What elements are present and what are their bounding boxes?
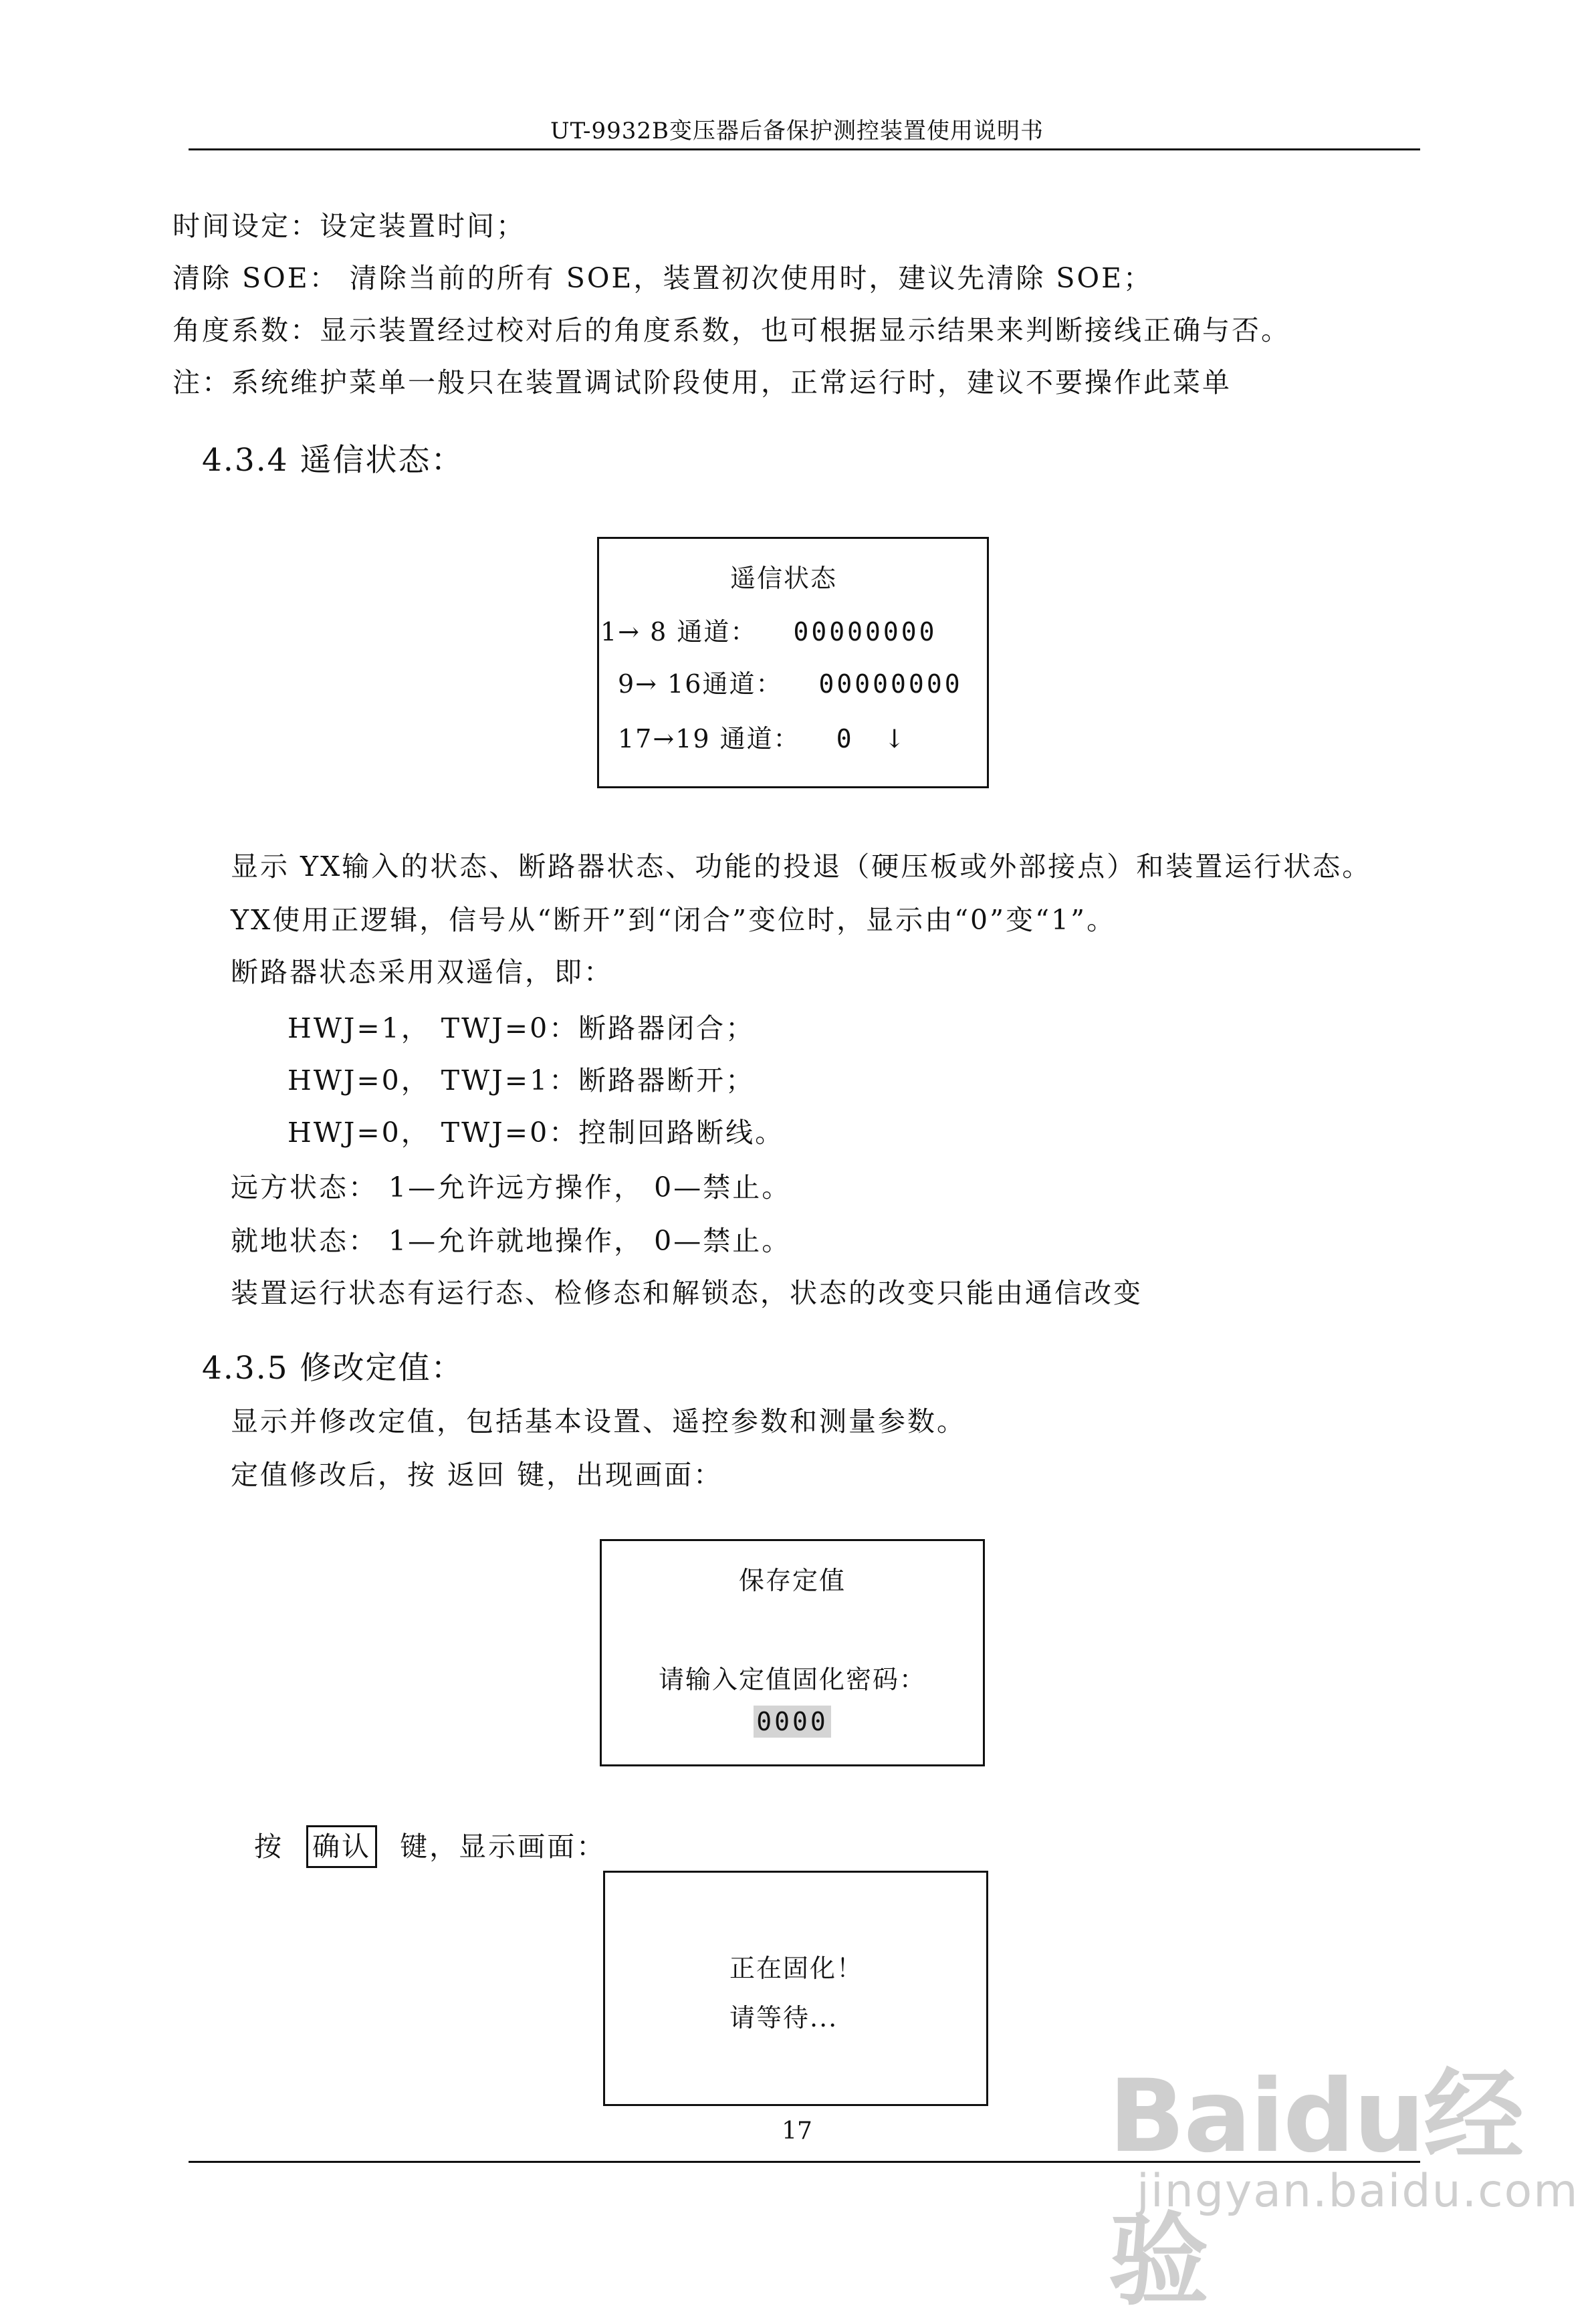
remote-signal-lcd-title: 遥信状态 — [730, 564, 838, 593]
lcd-row-value: 00000000 — [818, 669, 963, 699]
local-state: 就地状态： 1—允许就地操作， 0—禁止。 — [231, 1225, 792, 1257]
page-number: 17 — [782, 2117, 812, 2145]
breaker-dual-signal: 断路器状态采用双遥信，即： — [231, 956, 613, 988]
password-field: 0000 — [754, 1706, 831, 1738]
password-prompt: 请输入定值固化密码： — [658, 1665, 926, 1694]
confirm-key-instruction — [254, 1825, 606, 1868]
lcd-row-value: 0 — [836, 724, 855, 753]
lcd-row-label: 1→ 8 通道： — [600, 617, 758, 647]
lcd-row-channel-1-8 — [600, 611, 937, 648]
please-wait-message: 请等待... — [729, 2003, 838, 2032]
header-rule — [189, 148, 1420, 150]
remote-state: 远方状态： 1—允许远方操作， 0—禁止。 — [231, 1171, 792, 1203]
intro-angle-coefficient: 角度系数：显示装置经过校对后的角度系数，也可根据显示结果来判断接线正确与否。 — [173, 314, 1290, 346]
section-434-heading: 4.3.4 遥信状态： — [202, 442, 464, 479]
document-header-title: UT-9932B变压器后备保护测控装置使用说明书 — [550, 118, 1044, 144]
remote-signal-lcd — [597, 537, 989, 788]
confirm-key: 确认 — [306, 1825, 377, 1868]
lcd-row-label: 9→ 16通道： — [618, 669, 783, 699]
baidu-jingyan-watermark-logo: Baidu经验 — [1109, 2059, 1523, 2319]
confirm-suffix: 键，显示画面： — [400, 1831, 606, 1863]
watermark-url: jingyan.baidu.com — [1137, 2165, 1579, 2218]
breaker-state-open: HWJ=0， TWJ=1：断路器断开； — [288, 1064, 756, 1096]
intro-time-setting: 时间设定：设定装置时间； — [173, 210, 526, 242]
lcd-row-channel-9-16 — [618, 663, 963, 700]
save-setting-lcd-title: 保存定值 — [738, 1566, 846, 1595]
intro-maintenance-note: 注：系统维护菜单一般只在装置调试阶段使用，正常运行时，建议不要操作此菜单 — [173, 366, 1232, 398]
confirm-prefix: 按 — [254, 1831, 283, 1863]
save-setting-lcd — [600, 1539, 985, 1766]
return-key-instruction: 定值修改后，按 返回 键，出现画面： — [231, 1459, 723, 1491]
section-435-heading: 4.3.5 修改定值： — [202, 1350, 464, 1387]
yx-description: 显示 YX输入的状态、断路器状态、功能的投退（硬压板或外部接点）和装置运行状态。 — [231, 850, 1372, 883]
lcd-row-channel-17-19 — [618, 718, 907, 755]
run-state: 装置运行状态有运行态、检修态和解锁态，状态的改变只能由通信改变 — [231, 1277, 1143, 1309]
scroll-down-arrow-icon: ↓ — [883, 724, 907, 753]
modify-setting-description: 显示并修改定值，包括基本设置、遥控参数和测量参数。 — [231, 1405, 966, 1437]
breaker-state-closed: HWJ=1， TWJ=0：断路器闭合； — [288, 1012, 756, 1044]
yx-positive-logic: YX使用正逻辑，信号从“断开”到“闭合”变位时，显示由“0”变“1”。 — [231, 904, 1117, 936]
lcd-row-label: 17→19 通道： — [618, 724, 800, 753]
curing-wait-lcd — [603, 1871, 988, 2106]
curing-message: 正在固化！ — [729, 1954, 864, 1983]
breaker-state-disconnected: HWJ=0， TWJ=0：控制回路断线。 — [288, 1117, 785, 1149]
lcd-row-value: 00000000 — [793, 617, 937, 647]
intro-clear-soe: 清除 SOE： 清除当前的所有 SOE，装置初次使用时，建议先清除 SOE； — [173, 262, 1153, 294]
